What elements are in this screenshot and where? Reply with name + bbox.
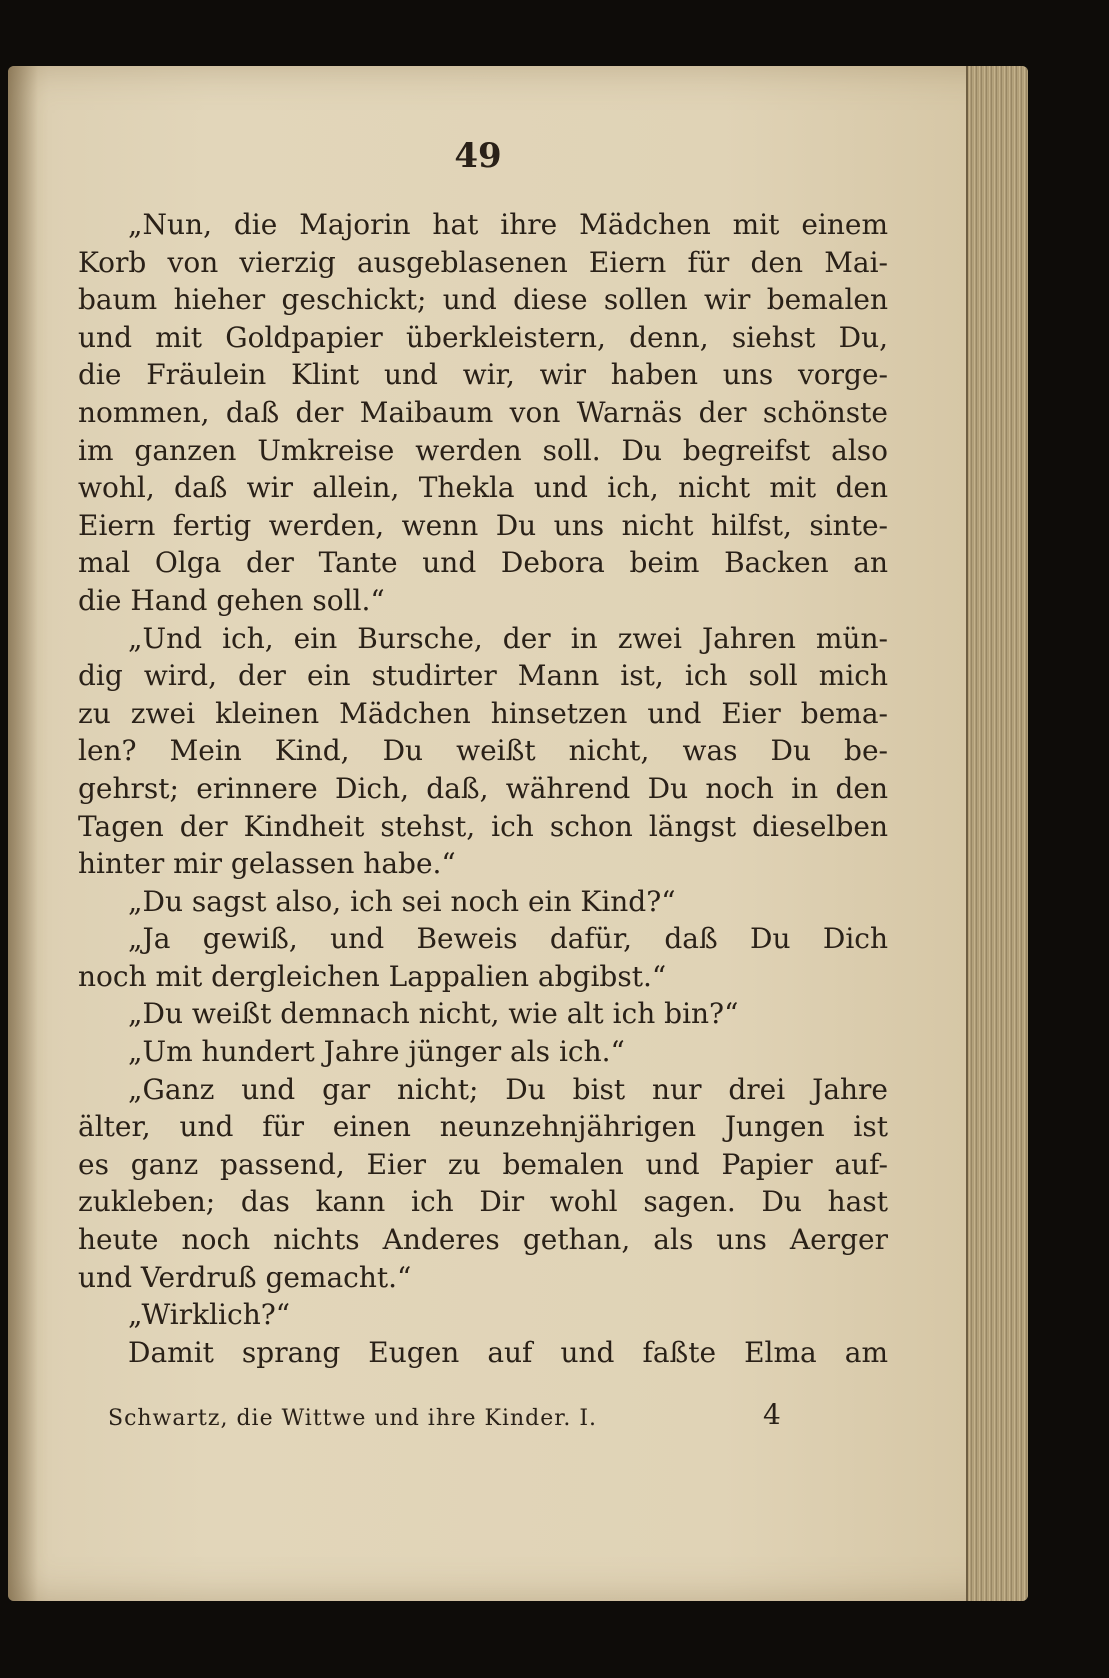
text-line: Korb von vierzig ausgeblasenen Eiern für den Mai-	[78, 245, 888, 279]
page-footer	[108, 1398, 808, 1438]
text-line: es ganz passend, Eier zu bemalen und Papier auf-	[78, 1147, 888, 1181]
text-line: im ganzen Umkreise werden soll. Du begreifst also	[78, 433, 888, 467]
page-edges	[966, 66, 1028, 1601]
text-line: Tagen der Kindheit stehst, ich schon längst dieselben	[78, 809, 888, 843]
text-line: „Du weißt demnach nicht, wie alt ich bin?“	[128, 997, 739, 1031]
text-line: dig wird, der ein studirter Mann ist, ich soll mich	[78, 659, 888, 693]
text-line: zukleben; das kann ich Dir wohl sagen. Du hast	[78, 1185, 888, 1219]
text-line: „Ganz und gar nicht; Du bist nur drei Jahre	[128, 1072, 888, 1106]
text-line: wohl, daß wir allein, Thekla und ich, nicht mit den	[78, 471, 888, 505]
text-line: „Nun, die Majorin hat ihre Mädchen mit einem	[128, 208, 888, 241]
text-line: „Und ich, ein Bursche, der in zwei Jahren mün-	[128, 621, 888, 655]
sheet-mark: 4	[763, 1398, 781, 1431]
text-line: „Wirklich?“	[128, 1298, 291, 1332]
text-line: Eiern fertig werden, wenn Du uns nicht hilfst, sinte-	[78, 508, 888, 542]
text-line: heute noch nichts Anderes gethan, als uns Aerger	[78, 1223, 888, 1257]
text-line: „Du sagst also, ich sei noch ein Kind?“	[128, 884, 676, 918]
text-line: mal Olga der Tante und Debora beim Backen an	[78, 546, 888, 580]
text-line: und Verdruß gemacht.“	[78, 1260, 412, 1294]
text-line: nommen, daß der Maibaum von Warnäs der schönste	[78, 395, 888, 429]
page-number: 49	[454, 136, 502, 176]
book-page	[8, 66, 1028, 1601]
text-line: die Fräulein Klint und wir, wir haben uns vorge-	[78, 358, 888, 392]
text-line: und mit Goldpapier überkleistern, denn, siehst Du,	[78, 320, 888, 354]
text-block	[78, 206, 888, 1371]
text-line: Damit sprang Eugen auf und faßte Elma am	[128, 1335, 888, 1369]
text-line: baum hieher geschickt; und diese sollen wir bemalen	[78, 283, 888, 317]
text-line: die Hand gehen soll.“	[78, 583, 385, 617]
text-line: len? Mein Kind, Du weißt nicht, was Du be-	[78, 734, 888, 768]
text-line: gehrst; erinnere Dich, daß, während Du noch in den	[78, 771, 888, 805]
text-line: hinter mir gelassen habe.“	[78, 847, 456, 881]
signature-line: Schwartz, die Wittwe und ihre Kinder. I.	[108, 1406, 598, 1431]
text-line: „Um hundert Jahre jünger als ich.“	[128, 1035, 625, 1069]
text-line: noch mit dergleichen Lappalien abgibst.“	[78, 959, 667, 993]
gutter-shadow	[8, 66, 38, 1601]
text-line: „Ja gewiß, und Beweis dafür, daß Du Dich	[128, 922, 888, 956]
text-line: älter, und für einen neunzehnjährigen Jungen ist	[78, 1110, 888, 1144]
text-line: zu zwei kleinen Mädchen hinsetzen und Eier bema-	[78, 696, 888, 730]
